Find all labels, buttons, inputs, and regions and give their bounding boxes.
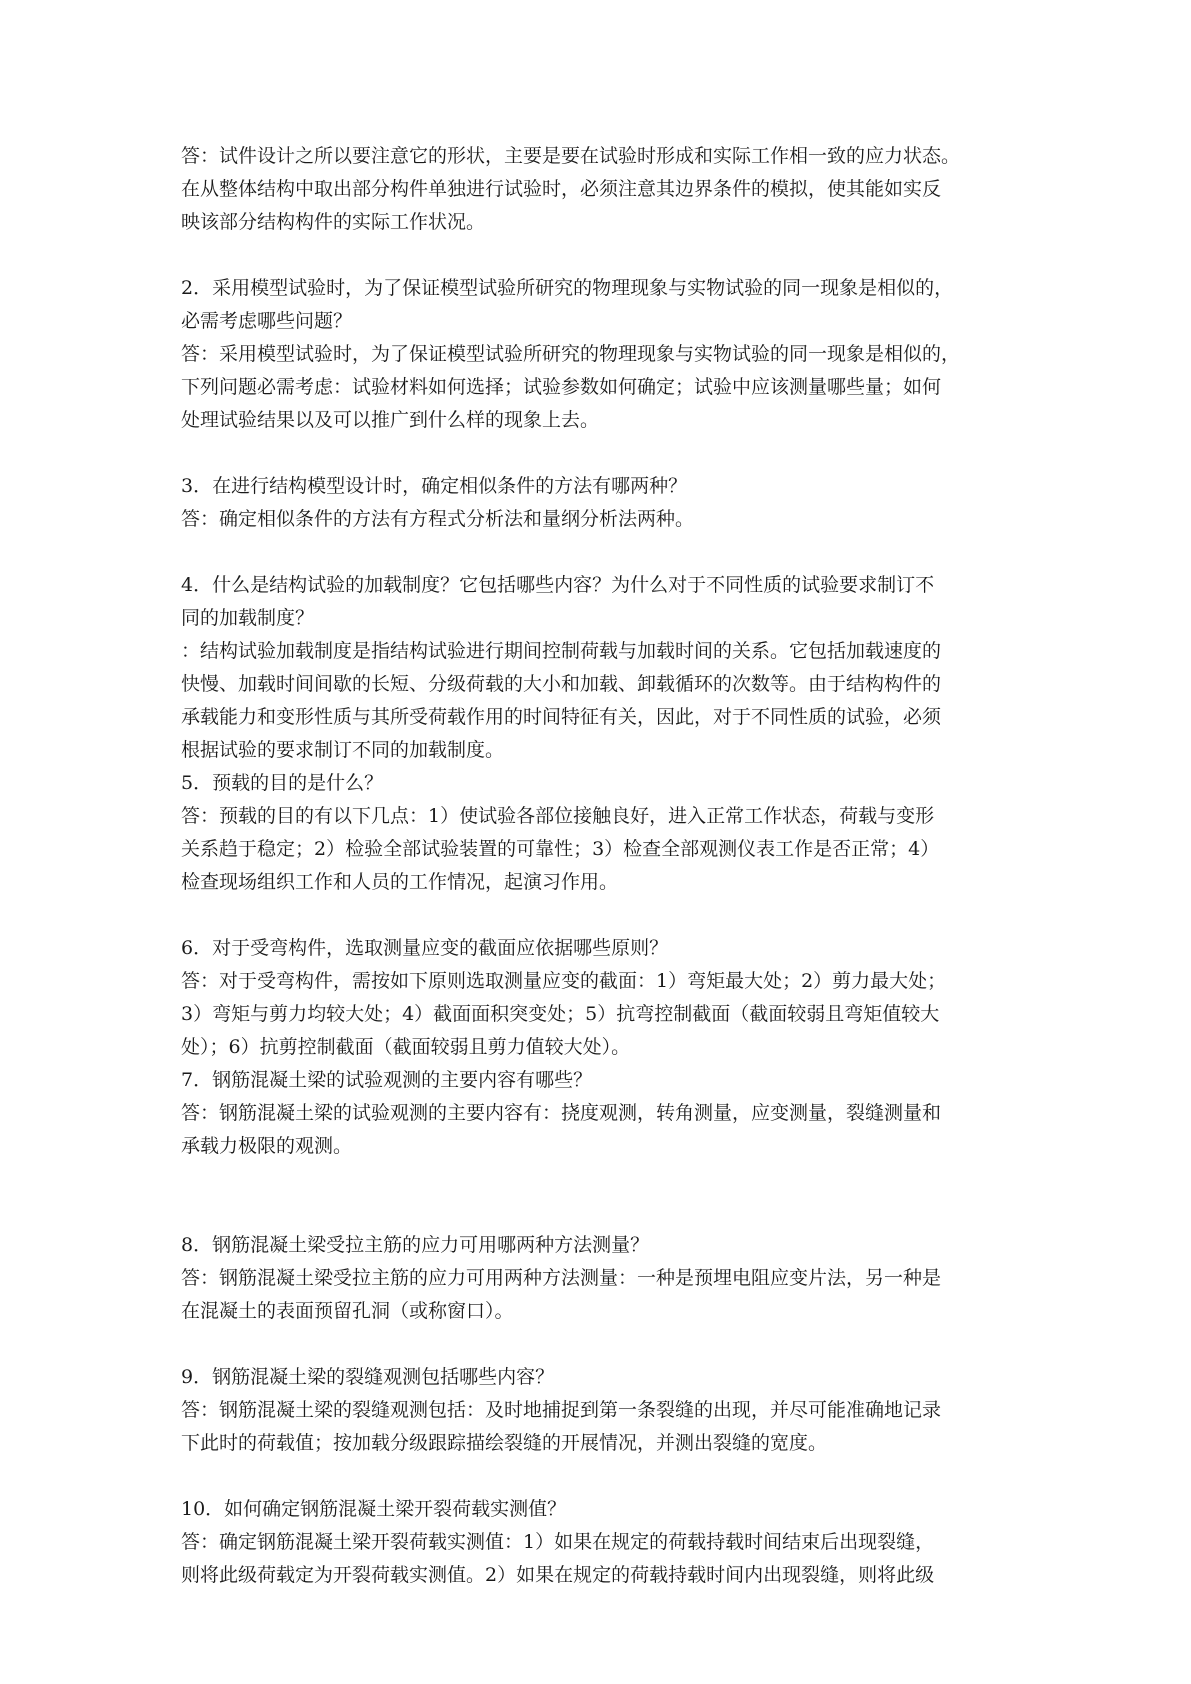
- text-line: 9．钢筋混凝土梁的裂缝观测包括哪些内容？: [181, 1366, 555, 1388]
- question-10: [181, 1493, 1021, 1526]
- answer-10: [181, 1526, 1021, 1592]
- text-line: 承载力极限的观测。: [181, 1135, 353, 1157]
- question-5: [181, 767, 1021, 800]
- text-line: 同的加载制度？: [181, 607, 315, 629]
- answer-2: [181, 338, 1021, 437]
- text-line: 3．在进行结构模型设计时，确定相似条件的方法有哪两种？: [181, 475, 688, 497]
- answer-5: [181, 800, 1021, 899]
- text-line: ：结构试验加载制度是指结构试验进行期间控制荷载与加载时间的关系。它包括加载速度的: [181, 640, 942, 662]
- answer-9: [181, 1394, 1021, 1460]
- text-line: 处理试验结果以及可以推广到什么样的现象上去。: [181, 409, 600, 431]
- text-line: 答：钢筋混凝土梁受拉主筋的应力可用两种方法测量：一种是预埋电阻应变片法，另一种是: [181, 1267, 942, 1289]
- text-line: 2．采用模型试验时，为了保证模型试验所研究的物理现象与实物试验的同一现象是相似的，: [181, 277, 954, 299]
- text-line: 检查现场组织工作和人员的工作情况，起演习作用。: [181, 871, 619, 893]
- answer-7: [181, 1097, 1021, 1163]
- text-line: 在混凝土的表面预留孔洞（或称窗口）。: [181, 1300, 514, 1322]
- answer-1: [181, 140, 1021, 239]
- paragraph-gap: [181, 239, 1021, 272]
- text-line: 答：钢筋混凝土梁的裂缝观测包括：及时地捕捉到第一条裂缝的出现，并尽可能准确地记录: [181, 1399, 942, 1421]
- paragraph-gap: [181, 437, 1021, 470]
- paragraph-gap: [181, 536, 1021, 569]
- text-line: 4．什么是结构试验的加载制度？它包括哪些内容？为什么对于不同性质的试验要求制订不: [181, 574, 935, 596]
- paragraph-gap: [181, 1328, 1021, 1361]
- text-line: 答：确定相似条件的方法有方程式分析法和量纲分析法两种。: [181, 508, 695, 530]
- text-line: 答：预载的目的有以下几点：1）使试验各部位接触良好，进入正常工作状态，荷载与变形: [181, 805, 935, 827]
- text-line: 承载能力和变形性质与其所受荷载作用的时间特征有关，因此，对于不同性质的试验，必须: [181, 706, 942, 728]
- answer-4: [181, 635, 1021, 767]
- text-line: 下此时的荷载值；按加载分级跟踪描绘裂缝的开展情况，并测出裂缝的宽度。: [181, 1432, 828, 1454]
- question-7: [181, 1064, 1021, 1097]
- paragraph-gap: [181, 1460, 1021, 1493]
- text-line: 快慢、加载时间间歇的长短、分级荷载的大小和加载、卸载循环的次数等。由于结构构件的: [181, 673, 942, 695]
- question-9: [181, 1361, 1021, 1394]
- text-line: 必需考虑哪些问题？: [181, 310, 353, 332]
- answer-8: [181, 1262, 1021, 1328]
- text-line: 答：试件设计之所以要注意它的形状，主要是要在试验时形成和实际工作相一致的应力状态。: [181, 145, 961, 167]
- text-line: 答：确定钢筋混凝土梁开裂荷载实测值：1）如果在规定的荷载持载时间结束后出现裂缝，: [181, 1531, 935, 1553]
- text-line: 5．预载的目的是什么？: [181, 772, 384, 794]
- answer-6: [181, 965, 1021, 1064]
- text-line: 根据试验的要求制订不同的加载制度。: [181, 739, 505, 761]
- text-line: 6．对于受弯构件，选取测量应变的截面应依据哪些原则？: [181, 937, 669, 959]
- text-line: 答：采用模型试验时，为了保证模型试验所研究的物理现象与实物试验的同一现象是相似的，: [181, 343, 961, 365]
- question-2: [181, 272, 1021, 338]
- text-line: 答：钢筋混凝土梁的试验观测的主要内容有：挠度观测，转角测量，应变测量，裂缝测量和: [181, 1102, 942, 1124]
- text-line: 3）弯矩与剪力均较大处；4）截面面积突变处；5）抗弯控制截面（截面较弱且弯矩值较大: [181, 1003, 940, 1025]
- text-line: 答：对于受弯构件，需按如下原则选取测量应变的截面：1）弯矩最大处；2）剪力最大处；: [181, 970, 947, 992]
- question-4: [181, 569, 1021, 635]
- question-6: [181, 932, 1021, 965]
- text-line: 10．如何确定钢筋混凝土梁开裂荷载实测值？: [181, 1498, 567, 1520]
- text-line: 下列问题必需考虑：试验材料如何选择；试验参数如何确定；试验中应该测量哪些量；如何: [181, 376, 942, 398]
- text-line: 映该部分结构构件的实际工作状况。: [181, 211, 486, 233]
- question-8: [181, 1229, 1021, 1262]
- document-page: [181, 140, 1021, 1592]
- paragraph-gap: [181, 1163, 1021, 1229]
- paragraph-gap: [181, 899, 1021, 932]
- question-3: [181, 470, 1021, 503]
- text-line: 在从整体结构中取出部分构件单独进行试验时，必须注意其边界条件的模拟，使其能如实反: [181, 178, 942, 200]
- text-line: 处）；6）抗剪控制截面（截面较弱且剪力值较大处）。: [181, 1036, 631, 1058]
- text-line: 8．钢筋混凝土梁受拉主筋的应力可用哪两种方法测量？: [181, 1234, 650, 1256]
- text-line: 7．钢筋混凝土梁的试验观测的主要内容有哪些？: [181, 1069, 593, 1091]
- text-line: 则将此级荷载定为开裂荷载实测值。2）如果在规定的荷载持载时间内出现裂缝，则将此级: [181, 1564, 935, 1586]
- answer-3: [181, 503, 1021, 536]
- text-line: 关系趋于稳定；2）检验全部试验装置的可靠性；3）检查全部观测仪表工作是否正常；4）: [181, 838, 940, 860]
